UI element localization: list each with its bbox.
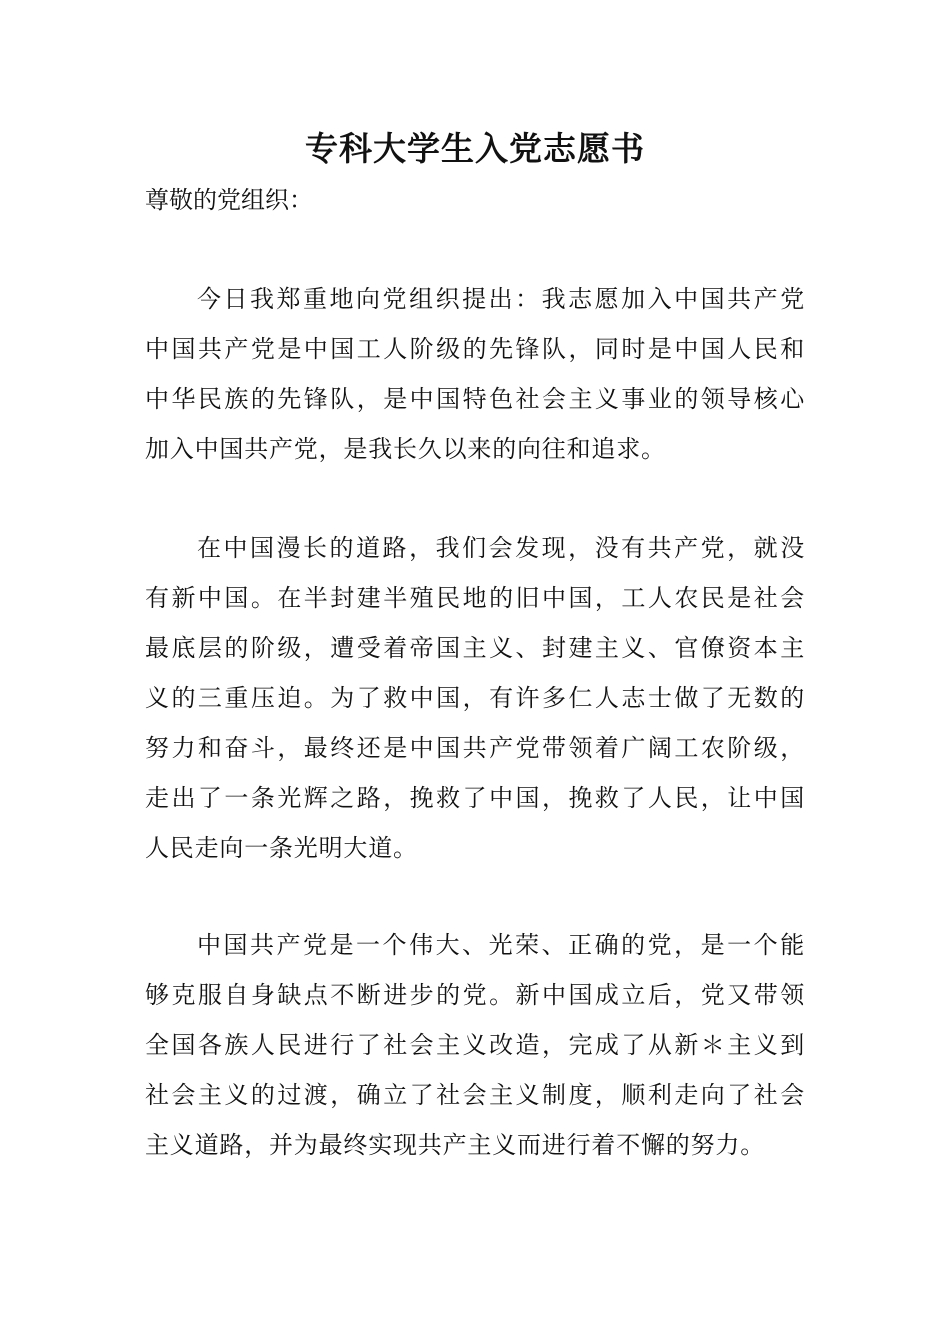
paragraph-line: 够克服自身缺点不断进步的党。新中国成立后，党又带领 <box>145 981 805 1009</box>
paragraph-line: 义的三重压迫。为了救中国，有许多仁人志士做了无数的 <box>145 684 805 712</box>
paragraph-line: 在中国漫长的道路，我们会发现，没有共产党，就没 <box>197 534 805 562</box>
paragraph-line: 有新中国。在半封建半殖民地的旧中国，工人农民是社会 <box>145 584 805 612</box>
paragraph-line: 全国各族人民进行了社会主义改造，完成了从新＊主义到 <box>145 1031 805 1059</box>
paragraph-line: 主义道路，并为最终实现共产主义而进行着不懈的努力。 <box>145 1131 765 1159</box>
paragraph-line: 走出了一条光辉之路，挽救了中国，挽救了人民，让中国 <box>145 784 805 812</box>
paragraph-line: 努力和奋斗，最终还是中国共产党带领着广阔工农阶级， <box>145 734 805 762</box>
paragraph-line: 中国共产党是一个伟大、光荣、正确的党，是一个能 <box>197 931 805 959</box>
paragraph-line: 社会主义的过渡，确立了社会主义制度，顺利走向了社会 <box>145 1081 805 1109</box>
paragraph-line: 加入中国共产党，是我长久以来的向往和追求。 <box>145 435 666 463</box>
salutation: 尊敬的党组织： <box>145 186 313 214</box>
paragraph-line: 中国共产党是中国工人阶级的先锋队，同时是中国人民和 <box>145 335 805 363</box>
paragraph-2 <box>145 523 805 873</box>
paragraph-line: 中华民族的先锋队，是中国特色社会主义事业的领导核心 <box>145 385 805 413</box>
paragraph-line: 人民走向一条光明大道。 <box>145 834 418 862</box>
document-title: 专科大学生入党志愿书 <box>305 129 645 168</box>
paragraph-1 <box>145 274 805 474</box>
paragraph-line: 今日我郑重地向党组织提出：我志愿加入中国共产党 <box>197 285 805 313</box>
paragraph-line: 最底层的阶级，遭受着帝国主义、封建主义、官僚资本主 <box>145 634 805 662</box>
paragraph-3 <box>145 920 805 1170</box>
